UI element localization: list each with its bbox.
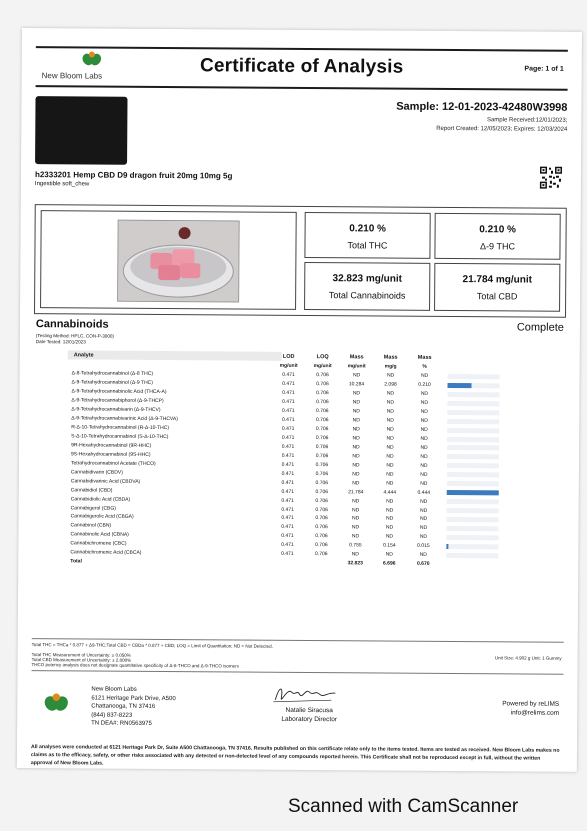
mass-mg-unit: ND: [352, 417, 360, 424]
analyte-name: S-Δ-10-Tetrahydrocannabinol (S-Δ-10-THC): [71, 433, 169, 441]
metric-delta9-thc: [434, 213, 560, 260]
coa-document: [17, 28, 582, 772]
section-status: Complete: [516, 321, 564, 334]
header-rule-top: [36, 46, 568, 52]
concentration-bar-cell: [440, 533, 508, 542]
mass-mg-g: ND: [386, 426, 394, 433]
mass-mg-g: ND: [385, 507, 394, 514]
mass-mg-unit: ND: [351, 506, 360, 513]
mass-mg-g: 6.696: [382, 560, 396, 567]
uncertainty-thc: Total THC Measurement of Uncertainty: ± 0.050%: [31, 652, 131, 658]
concentration-bar: [446, 526, 498, 531]
loq-value: 0.706: [315, 417, 329, 424]
mass-mg-unit: ND: [352, 462, 360, 469]
loq-value: 0.706: [316, 399, 329, 406]
concentration-bar: [447, 472, 499, 477]
mass-mg-g: ND: [386, 471, 394, 478]
mass-mg-g: ND: [386, 399, 395, 406]
lod-value: 0.471: [281, 515, 294, 522]
loq-value: [304, 559, 338, 568]
unit-cell: mg/unit: [347, 363, 366, 370]
loq-value: 0.706: [315, 435, 329, 442]
loq-value: 0.706: [316, 372, 329, 379]
metric-label: Total THC: [347, 240, 388, 251]
mass-mg-unit: ND: [351, 551, 359, 558]
mass-mg-g: ND: [385, 524, 394, 532]
lod-value: 0.471: [281, 425, 295, 433]
mass-mg-unit: ND: [352, 426, 360, 433]
concentration-bar: [447, 410, 499, 415]
loq-value: 0.706: [315, 497, 328, 504]
mass-percent: ND: [419, 552, 427, 559]
lod-value: [270, 558, 304, 567]
loq-value: 0.706: [315, 524, 328, 531]
analyte-name: Tetrahydrocannabinol Acetate (THCO): [70, 460, 156, 467]
loq-value: 0.706: [315, 461, 329, 468]
lod-value: 0.471: [281, 524, 294, 531]
lod-value: 0.471: [281, 506, 294, 513]
bar-col-header: [442, 353, 510, 362]
concentration-bar-cell: [441, 488, 509, 497]
lab-logo-text: New Bloom Labs: [41, 71, 103, 81]
concentration-bar-cell: [440, 560, 508, 569]
mass-percent: ND: [419, 534, 428, 541]
metric-total-cbd: [434, 263, 560, 312]
unit-cell: mg/unit: [279, 362, 298, 369]
analyte-name: Cannabinolic Acid (CBNA): [70, 531, 129, 539]
uncertainty-cbd: Total CBD Measurement of Uncertainty: ± 2.000%: [31, 657, 132, 663]
director-name: Natalie Siracusa: [285, 706, 333, 715]
lod-value: 0.471: [281, 479, 295, 486]
mass-percent: ND: [420, 462, 428, 469]
loq-value: 0.706: [316, 390, 329, 397]
metric-value: 0.210 %: [349, 223, 386, 235]
page-title: Certificate of Analysis: [199, 55, 404, 78]
analyte-name: Δ-9-Tetrahydrocannabinol (Δ-9 THC): [71, 379, 153, 387]
report-created: Report Created: 12/05/2023; Expires: 12/03/2024: [436, 125, 568, 133]
concentration-bar: [446, 544, 498, 549]
mass-percent: ND: [420, 373, 429, 380]
concentration-bar-fill: [447, 490, 499, 495]
analyte-name: Cannabinol (CBN): [70, 522, 112, 530]
redacted-client-block: [35, 96, 127, 165]
lod-value: 0.471: [282, 372, 295, 379]
mass-mg-g: ND: [385, 551, 393, 558]
sample-received: Sample Received:12/01/2023;: [486, 117, 568, 124]
concentration-bar-cell: [441, 399, 509, 408]
lod-value: 0.471: [281, 488, 295, 495]
analyte-name: Cannabidiol (CBD): [70, 487, 113, 494]
director-signature: [269, 682, 341, 707]
mass-mg-unit: ND: [352, 480, 360, 487]
concentration-bar: [446, 553, 498, 558]
mass-percent: ND: [420, 400, 429, 407]
product-type: Ingestible soft_chew: [34, 181, 90, 188]
concentration-bar-cell: [441, 506, 509, 515]
mass-mg-g: ND: [386, 453, 394, 460]
analyte-name: Δ-9-Tetrahydrocannabivarinic Acid (Δ-9-THCVA): [71, 415, 178, 423]
col-header: LOD: [282, 353, 295, 360]
lod-value: 0.471: [281, 443, 295, 450]
cannabinoid-rows: [70, 369, 509, 569]
col-header: LOQ: [316, 353, 329, 360]
camscanner-watermark: Scanned with CamScanner: [288, 796, 519, 817]
metric-total-thc: [304, 212, 430, 259]
loq-value: 0.706: [315, 426, 329, 433]
analyte-name: Total: [70, 558, 82, 565]
address-line: (844) 837-8223: [91, 711, 133, 719]
concentration-bar: [447, 401, 499, 406]
testing-method: (Testing Method: HPLC, CON-P-3000): [35, 333, 114, 339]
mass-percent: ND: [420, 417, 428, 424]
analyte-name: Cannabigerol (CBG): [70, 504, 116, 512]
analyte-name: Δ-9-Tetrahydrocannabinolic Acid (THCA-A): [71, 388, 167, 396]
loq-value: 0.706: [315, 515, 328, 522]
mass-mg-g: 4.444: [383, 489, 397, 496]
concentration-bar: [447, 419, 499, 424]
mass-percent: ND: [420, 435, 428, 442]
lod-value: 0.471: [282, 408, 295, 415]
mass-mg-g: ND: [385, 516, 394, 523]
concentration-bar-cell: [441, 381, 509, 390]
mass-mg-unit: ND: [351, 524, 360, 531]
address-line: 6121 Heritage Park Drive, A500: [91, 695, 176, 702]
mass-mg-g: ND: [386, 435, 394, 442]
mass-percent: 0.210: [418, 382, 431, 389]
loq-value: 0.706: [315, 479, 329, 486]
powered-by: [502, 699, 559, 717]
analyte-name: Cannabidiolic Acid (CBDA): [70, 495, 131, 503]
concentration-bar-cell: [441, 434, 509, 443]
concentration-bar-cell: [441, 390, 509, 399]
mass-mg-unit: ND: [352, 408, 360, 415]
loq-value: 0.706: [315, 533, 328, 540]
mass-mg-g: ND: [386, 498, 394, 505]
mass-mg-g: 0.154: [383, 542, 396, 549]
director-title: Laboratory Director: [281, 715, 338, 723]
concentration-bar-cell: [440, 551, 508, 560]
concentration-bar-cell: [441, 452, 509, 461]
mass-percent: ND: [420, 409, 428, 416]
table-row: [70, 557, 508, 569]
concentration-bar-cell: [441, 470, 509, 479]
mass-mg-unit: ND: [352, 453, 360, 460]
analyte-name: Δ-9-Tetrahydrocannabivarin (Δ-9-THCV): [71, 406, 161, 414]
unit-cell-empty: [442, 362, 510, 372]
mass-mg-unit: ND: [351, 515, 360, 522]
mass-mg-unit: 10.284: [348, 381, 365, 388]
loq-value: 0.706: [315, 506, 328, 513]
analyte-name: Δ-9-Tetrahydrocannabiphorol (Δ-9-THCP): [71, 397, 164, 405]
mass-percent: 0.444: [417, 489, 431, 496]
address-line: TN DEA#: RN0563975: [91, 720, 152, 727]
mass-mg-g: ND: [386, 417, 394, 424]
lod-value: 0.471: [281, 452, 295, 459]
cannabinoid-table: [70, 350, 509, 569]
lod-value: 0.471: [281, 497, 294, 504]
mass-percent: ND: [419, 525, 428, 532]
lod-value: 0.471: [281, 470, 295, 477]
lod-value: 0.471: [282, 390, 295, 397]
page-number: Page: 1 of 1: [524, 65, 564, 73]
analyte-name: Cannabidivarin (CBDV): [70, 469, 123, 476]
mass-percent: ND: [419, 516, 428, 523]
section-title: Cannabinoids: [35, 318, 109, 331]
mass-mg-unit: 32.823: [347, 560, 363, 567]
concentration-bar: [447, 508, 499, 513]
lab-director: [259, 707, 359, 725]
concentration-bar: [447, 517, 499, 522]
concentration-bar: [447, 490, 499, 495]
col-header: Mass: [417, 354, 432, 361]
powered-by-text: Powered by reLIMS: [502, 700, 560, 708]
product-photo-frame: [40, 210, 297, 310]
lod-value: 0.471: [281, 461, 295, 468]
concentration-bar-cell: [441, 426, 509, 435]
loq-value: 0.706: [316, 408, 329, 415]
col-header: Mass: [383, 354, 398, 361]
concentration-bar-cell: [441, 443, 509, 452]
mass-mg-unit: ND: [352, 372, 361, 379]
analyte-name: 9S-Hexahydrocannabinol (9S-HHC): [71, 451, 151, 458]
analyte-name: Cannabichromene (CBC): [70, 540, 127, 548]
analyte-name: R-Δ-10-Tetrahydrocannabinol (R-Δ-10-THC): [71, 424, 170, 432]
lab-address: [91, 686, 176, 729]
mass-mg-unit: 21.784: [348, 488, 364, 496]
concentration-bar-cell: [441, 515, 509, 524]
concentration-bar-cell: [441, 479, 509, 488]
address-line: Chattanooga, TN 37416: [91, 703, 156, 710]
unit-cell: %: [422, 363, 427, 370]
concentration-bar-cell: [441, 408, 509, 417]
concentration-bar-cell: [440, 524, 508, 533]
mass-mg-g: ND: [385, 533, 394, 540]
mass-percent: ND: [420, 426, 428, 433]
address-line: New Bloom Labs: [91, 686, 137, 693]
mass-percent: ND: [419, 507, 428, 514]
loq-value: 0.706: [315, 452, 329, 460]
loq-value: 0.706: [315, 488, 329, 495]
metric-label: Total Cannabinoids: [328, 290, 406, 301]
lod-value: 0.471: [281, 434, 295, 441]
date-tested: Date Tested: 12/01/2023: [35, 339, 86, 345]
metric-value: 32.823 mg/unit: [332, 273, 403, 285]
mass-mg-unit: ND: [352, 390, 361, 397]
concentration-bar-cell: [441, 497, 509, 506]
mass-mg-unit: ND: [352, 497, 360, 504]
analyte-name: Δ-8-Tetrahydrocannabinol (Δ-8 THC): [71, 370, 154, 378]
analyte-name: 9R-Hexahydrocannabinol (9R-HHC): [71, 442, 152, 449]
concentration-bar: [448, 374, 500, 379]
mass-percent: 0.670: [416, 560, 430, 568]
disclaimer-text: All analyses were conducted at 6121 Heritage Park Dr, Suite A500 Chattanooga, TN 37416. Results published on this certificate relate only to the items tested. Items are tested as received. New Bloom Labs makes no claims as to the efficacy, safety, or other risks associated with any detected or non-detected level of any compounds reported herein. This Certificate shall not be reproduced except in full, without the written approval of New Bloom Labs.: [30, 744, 560, 767]
contact-email[interactable]: info@relims.com: [510, 709, 560, 717]
footer-rule: [32, 670, 564, 675]
loq-value: 0.706: [315, 551, 328, 558]
concentration-bar: [447, 383, 499, 388]
concentration-bar: [447, 454, 499, 459]
lod-value: 0.471: [282, 399, 295, 406]
metric-label: Total CBD: [476, 291, 518, 302]
concentration-bar: [446, 535, 498, 540]
loq-value: 0.706: [316, 381, 329, 388]
concentration-bar-cell: [441, 417, 509, 426]
loq-value: 0.706: [315, 542, 328, 549]
mass-mg-unit: ND: [351, 533, 360, 540]
concentration-bar-cell: [440, 542, 508, 551]
product-photo-image: [117, 220, 240, 303]
mass-mg-g: ND: [386, 408, 394, 415]
concentration-bar: [447, 437, 499, 442]
analyte-name: Cannabidivarinic Acid (CBDVA): [70, 478, 141, 485]
analyte-name: Cannabigerolic Acid (CBGA): [70, 513, 134, 521]
mass-mg-g: ND: [386, 373, 395, 380]
concentration-bar-cell: [442, 372, 510, 381]
sample-id: Sample: 12-01-2023-42480W3998: [396, 100, 568, 114]
col-header: Analyte: [73, 351, 94, 359]
unit-cell: mg/unit: [313, 363, 332, 370]
mass-percent: 0.015: [417, 543, 430, 550]
concentration-bar-fill: [446, 544, 448, 549]
lod-value: 0.471: [281, 551, 294, 558]
concentration-bar-cell: [441, 461, 509, 470]
concentration-bar: [447, 392, 499, 397]
mass-percent: ND: [420, 471, 428, 478]
unit-size: Unit Size: 4.902 g Unit: 1 Gummy: [494, 655, 562, 661]
concentration-bar-fill: [447, 383, 471, 388]
metric-value: 21.784 mg/unit: [462, 274, 533, 286]
mass-mg-unit: 0.755: [349, 542, 362, 549]
lod-value: 0.471: [281, 542, 294, 549]
header-rule-bottom: [36, 85, 568, 91]
metric-total-cannabinoids: [304, 262, 430, 311]
qr-code-icon[interactable]: [539, 166, 563, 190]
lod-value: 0.471: [282, 381, 295, 388]
mass-mg-unit: ND: [352, 399, 361, 406]
mass-mg-g: ND: [386, 480, 394, 487]
mass-percent: ND: [420, 453, 428, 460]
lod-value: 0.471: [281, 533, 294, 540]
totals-note: Total THC = THCa * 0.877 + Δ9-THC;Total CBD = CBDa * 0.877 + CBD; LOQ = Limit of Quantitation; ND = Not Detected.: [31, 642, 273, 649]
concentration-bar: [447, 481, 499, 486]
product-name: h2333201 Hemp CBD D9 dragon fruit 20mg 10mg 5g: [34, 170, 233, 181]
concentration-bar: [447, 499, 499, 504]
mass-mg-g: ND: [386, 444, 394, 451]
thco-note: THCO potency analysis does not designate quantitative specificity of Δ-8-THCO and Δ-9-THCO isomers: [31, 662, 239, 669]
mass-mg-unit: ND: [352, 471, 360, 478]
mass-mg-g: ND: [386, 390, 395, 397]
mass-percent: ND: [420, 391, 429, 398]
mass-percent: ND: [420, 498, 428, 505]
loq-value: 0.706: [315, 470, 329, 477]
loq-value: 0.706: [315, 444, 329, 451]
lod-value: 0.471: [281, 416, 295, 424]
analyte-name: Cannabichromenic Acid (CBCA): [70, 549, 142, 557]
new-bloom-leaf-icon-footer: [43, 692, 69, 712]
metric-label: Δ-9 THC: [479, 241, 516, 252]
concentration-bar: [447, 445, 499, 450]
concentration-bar: [447, 428, 499, 433]
unit-cell: mg/g: [384, 363, 397, 370]
mass-mg-unit: ND: [352, 435, 360, 442]
mass-mg-unit: ND: [352, 444, 360, 451]
mass-mg-g: ND: [386, 462, 394, 469]
mass-percent: ND: [420, 444, 428, 451]
col-header: Mass: [349, 353, 364, 360]
metric-value: 0.210 %: [479, 224, 516, 236]
mass-mg-g: 2.098: [384, 381, 397, 389]
concentration-bar: [447, 463, 499, 468]
mass-percent: ND: [420, 480, 428, 487]
